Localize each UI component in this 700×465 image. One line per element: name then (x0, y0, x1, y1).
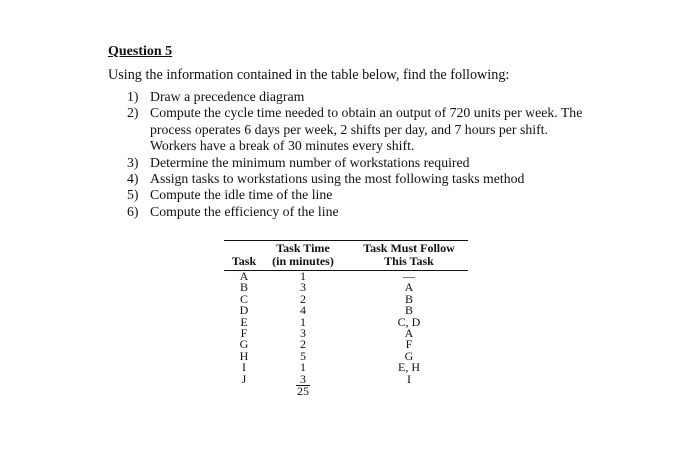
question-item (127, 187, 597, 203)
item-number: 4) (127, 171, 139, 187)
question-item (127, 171, 597, 187)
question-item (127, 89, 597, 105)
table-row: B 3 A (239, 280, 414, 295)
header-task-time: Task Time (in minutes) (264, 241, 342, 271)
table-row: C 2 B (239, 291, 413, 306)
question-heading: Question 5 (108, 44, 173, 59)
table-row: I 1 E, H (242, 360, 420, 375)
item-text: Compute the cycle time needed to obtain an output of 720 units per week. The process operates 6 days per week, 2 shifts per day, and 7 hours per shift. Workers have a break of 30 minutes every shift. (150, 105, 583, 154)
item-text: Determine the minimum number of workstations required (150, 154, 470, 170)
total-time: 25 (297, 384, 309, 399)
table-row: J 3 I (241, 371, 411, 386)
item-number: 6) (127, 203, 139, 219)
table-row: D 4 B (239, 303, 413, 318)
table-total-row (224, 385, 468, 397)
item-number: 1) (127, 89, 139, 104)
table-row: A 1 — (239, 269, 415, 283)
question-item (127, 105, 597, 154)
table-row: G 2 F (239, 337, 413, 352)
task-table (224, 240, 468, 397)
item-number: 5) (127, 187, 139, 203)
item-text: Compute the efficiency of the line (150, 203, 339, 219)
item-text: Compute the idle time of the line (150, 187, 333, 203)
table-header-row (224, 241, 468, 271)
header-task: Task (224, 241, 264, 271)
item-number: 3) (127, 154, 139, 170)
question-intro: Using the information contained in the table below, find the following: (108, 67, 510, 83)
item-text: Draw a precedence diagram (150, 89, 305, 104)
question-list (127, 89, 597, 220)
question-item (127, 204, 597, 220)
question-item (127, 155, 597, 171)
header-task-must-follow: Task Must Follow This Task (342, 241, 468, 271)
item-number: 2) (127, 105, 139, 121)
table-row: H 5 G (239, 348, 414, 363)
table-row: F 3 A (240, 326, 414, 341)
item-text: Assign tasks to workstations using the most following tasks method (150, 171, 525, 187)
table-row: E 1 C, D (240, 314, 421, 329)
